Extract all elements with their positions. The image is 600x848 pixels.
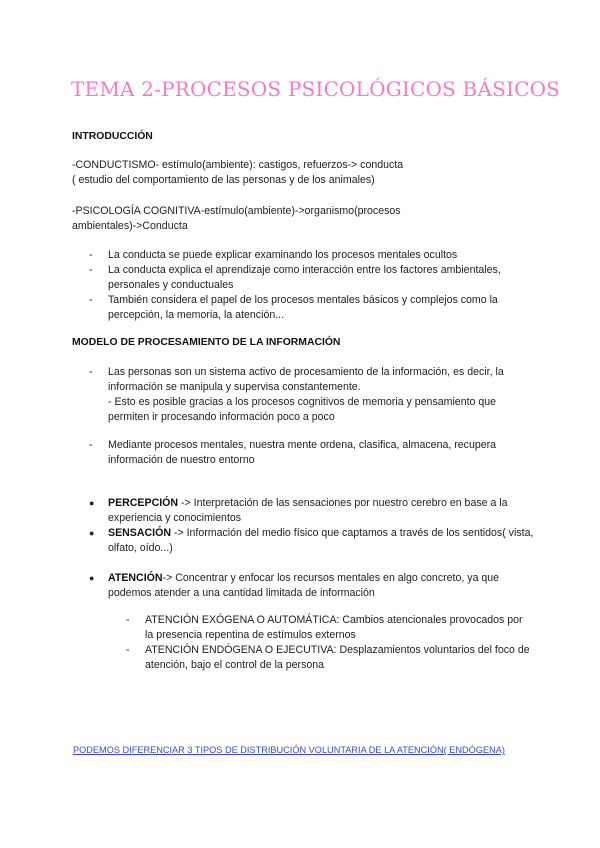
modelo-list-item: [89, 365, 534, 425]
definition-term: ATENCIÓN: [108, 572, 163, 584]
bullet-icon: ●: [89, 573, 95, 583]
cognitiva-line-2: ambientales)->Conducta: [72, 220, 188, 232]
conductismo-paragraph: [72, 158, 532, 188]
bullet-icon: ●: [89, 528, 95, 538]
modelo-list-item: - Mediante procesos mentales, nuestra mente ordena, clasifica, almacena, recupera información de nuestro entorno: [89, 438, 534, 468]
definition-atencion: [89, 571, 534, 601]
page-title: TEMA 2-PROCESOS PSICOLÓGICOS BÁSICOS: [71, 77, 561, 101]
conductismo-line-2: ( estudio del comportamiento de las personas y de los animales): [72, 174, 375, 186]
atencion-list: [89, 571, 534, 601]
modelo-item-1-text: - Las personas son un sistema activo de procesamiento de la información, es decir, la información se manipula y supervisa constantemente.: [108, 366, 504, 393]
modelo-heading: MODELO DE PROCESAMIENTO DE LA INFORMACIÓN: [72, 337, 341, 348]
modelo-item-1-subtext: - Esto es posible gracias a los procesos cognitivos de memoria y pensamiento que permiten ir procesando información poco a poco: [108, 396, 497, 423]
atencion-sub-item: - ATENCIÓN ENDÓGENA O EJECUTIVA: Desplazamientos voluntarios del foco de atención, bajo el control de la persona: [126, 643, 531, 673]
definitions-list: [89, 496, 534, 556]
cognitiva-line-1: -PSICOLOGÍA COGNITIVA-estímulo(ambiente)->organismo(procesos: [72, 205, 401, 217]
atencion-sub-list: [126, 613, 531, 673]
intro-heading: INTRODUCCIÓN: [72, 131, 153, 142]
intro-list-item: - La conducta se puede explicar examinando los procesos mentales ocultos: [89, 248, 529, 263]
intro-list-item: - También considera el papel de los procesos mentales básicos y complejos como la percepción, la memoria, la atención...: [89, 293, 529, 323]
modelo-list-2: [89, 438, 534, 468]
intro-list-item: - La conducta explica el aprendizaje como interacción entre los factores ambientales, personales y conductuales: [89, 263, 529, 293]
bullet-icon: ●: [89, 498, 95, 508]
definition-text: -> Concentrar y enfocar los recursos mentales en algo concreto, ya que podemos atender a una cantidad limitada de información: [108, 572, 500, 599]
footer-link[interactable]: PODEMOS DIFERENCIAR 3 TIPOS DE DISTRIBUCIÓN VOLUNTARIA DE LA ATENCIÓN( ENDÓGENA): [73, 745, 505, 755]
definition-sensacion: [89, 526, 534, 556]
definition-term: PERCEPCIÓN: [108, 497, 179, 509]
atencion-sub-item: - ATENCIÓN EXÓGENA O AUTOMÁTICA: Cambios atencionales provocados por la presencia repentina de estímulos externos: [126, 613, 531, 643]
modelo-list: [89, 365, 534, 425]
intro-list: [89, 248, 529, 323]
definition-percepcion: [89, 496, 534, 526]
conductismo-line-1: -CONDUCTISMO- estímulo(ambiente): castigos, refuerzos-> conducta: [72, 159, 404, 171]
definition-text: -> Información del medio físico que captamos a través de los sentidos( vista, olfato, oído...): [108, 527, 534, 554]
definition-term: SENSACIÓN: [108, 527, 171, 539]
cognitiva-paragraph: [72, 204, 532, 234]
definition-text: -> Interpretación de las sensaciones por nuestro cerebro en base a la experiencia y conocimientos: [108, 497, 508, 524]
